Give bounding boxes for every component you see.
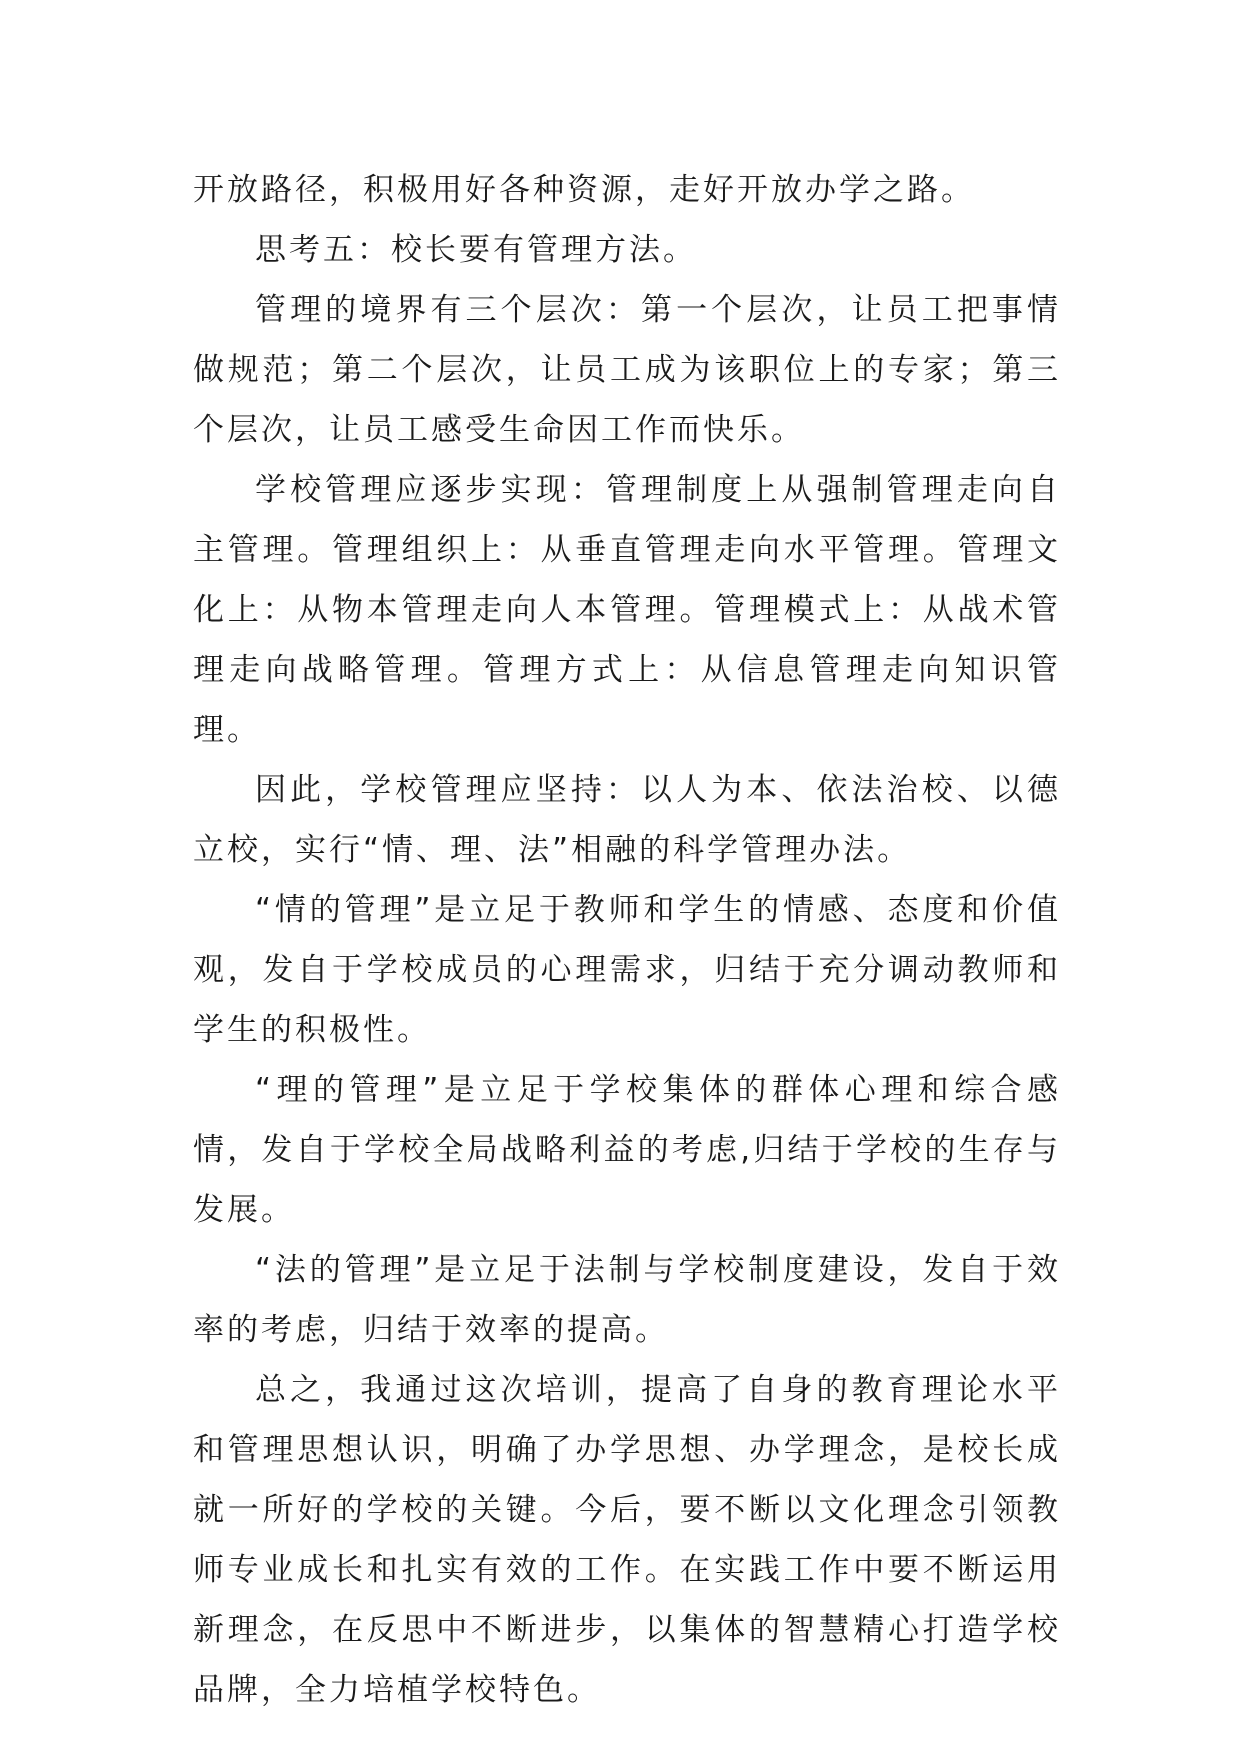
document-body	[193, 160, 1061, 1720]
paragraph: 思考五：校长要有管理方法。	[255, 232, 697, 268]
paragraph: “法的管理”是立足于法制与学校制度建设，发自于效率的考虑，归结于效率的提高。	[193, 1252, 1061, 1348]
paragraph: “情的管理”是立足于教师和学生的情感、态度和价值观，发自于学校成员的心理需求，归结于充分调动教师和学生的积极性。	[193, 892, 1061, 1048]
paragraph: 总之，我通过这次培训，提高了自身的教育理论水平和管理思想认识，明确了办学思想、办学理念，是校长成就一所好的学校的关键。今后，要不断以文化理念引领教师专业成长和扎实有效的工作。在实践工作中要不断运用新理念，在反思中不断进步，以集体的智慧精心打造学校品牌，全力培植学校特色。	[193, 1372, 1061, 1708]
paragraph: 学校管理应逐步实现：管理制度上从强制管理走向自主管理。管理组织上：从垂直管理走向水平管理。管理文化上：从物本管理走向人本管理。管理模式上：从战术管理走向战略管理。管理方式上：从信息管理走向知识管理。	[193, 472, 1061, 748]
paragraph: 开放路径，积极用好各种资源，走好开放办学之路。	[193, 172, 975, 208]
paragraph: 因此，学校管理应坚持：以人为本、依法治校、以德立校，实行“情、理、法”相融的科学管理办法。	[193, 772, 1061, 868]
paragraph: 管理的境界有三个层次：第一个层次，让员工把事情做规范；第二个层次，让员工成为该职位上的专家；第三个层次，让员工感受生命因工作而快乐。	[193, 292, 1061, 448]
paragraph: “理的管理”是立足于学校集体的群体心理和综合感情，发自于学校全局战略利益的考虑,归结于学校的生存与发展。	[193, 1072, 1061, 1228]
